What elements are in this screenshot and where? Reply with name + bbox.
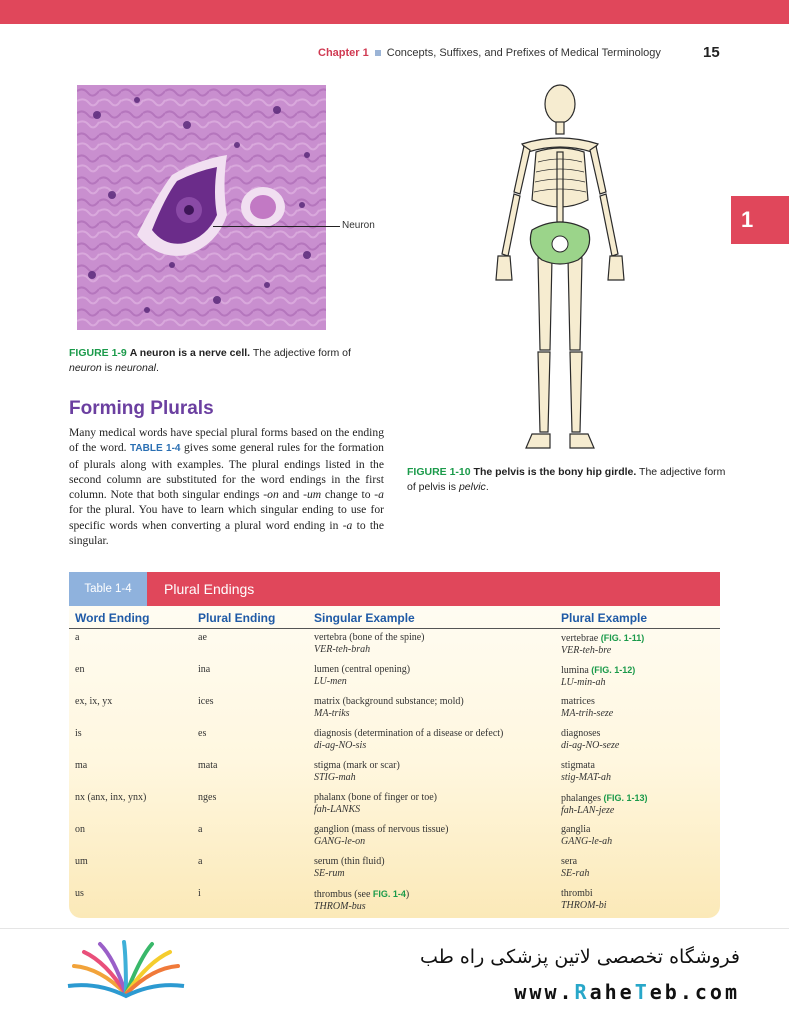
cell-word-ending: ex, ix, yx [75, 696, 113, 707]
table-reference-link[interactable]: TABLE 1-4 [130, 443, 181, 455]
table-tag: Table 1-4 [69, 572, 147, 606]
plural-pronunciation: THROM-bi [561, 900, 607, 911]
singular-word: thrombus (see [314, 889, 371, 900]
singular-word: stigma (mark or scar) [314, 760, 400, 771]
figure-reference-link[interactable]: (FIG. 1-13) [603, 793, 648, 803]
figure-reference-link[interactable]: (FIG. 1-12) [591, 665, 636, 675]
plural-pronunciation: MA-trih-seze [561, 708, 614, 719]
plural-word: sera [561, 856, 578, 867]
cell-plural-example [561, 760, 611, 784]
figure-1-9-caption [69, 346, 369, 376]
body-paragraph [69, 425, 384, 548]
singular-pronunciation: STIG-mah [314, 772, 356, 783]
paragraph-text: Many medical words have special plural forms based on the ending of the word. [69, 426, 384, 455]
url-highlight: T [634, 980, 650, 1004]
header-divider [69, 628, 720, 629]
caption-text: The adjective form of [252, 347, 351, 359]
cell-plural-example [561, 856, 589, 880]
cell-plural-ending: ae [198, 632, 207, 643]
figure-number: FIGURE 1-10 [407, 466, 471, 478]
neuron-label: Neuron [342, 220, 375, 231]
plural-word: thrombi [561, 888, 593, 899]
caption-bold: A neuron is a nerve cell. [129, 347, 251, 359]
singular-pronunciation: THROM-bus [314, 901, 366, 912]
section-heading: Forming Plurals [69, 398, 214, 419]
cell-singular-example [314, 664, 410, 688]
plural-word: lumina [561, 665, 589, 676]
cell-plural-ending: es [198, 728, 207, 739]
table-row [69, 632, 720, 664]
singular-pronunciation: SE-rum [314, 868, 345, 879]
figure-reference-link[interactable]: FIG. 1-4 [372, 889, 406, 899]
cell-word-ending: us [75, 888, 84, 899]
caption-text: The adjective form of pelvis is [407, 466, 726, 493]
cell-plural-ending: a [198, 856, 203, 867]
cell-plural-ending: nges [198, 792, 217, 803]
plural-pronunciation: stig-MAT-ah [561, 772, 611, 783]
table-row [69, 696, 720, 728]
cell-word-ending: on [75, 824, 85, 835]
cell-word-ending: a [75, 632, 80, 643]
cell-singular-example [314, 760, 400, 784]
cell-plural-example [561, 632, 644, 657]
table-row [69, 728, 720, 760]
singular-pronunciation: VER-teh-brah [314, 644, 371, 655]
footer-divider [0, 928, 789, 929]
paragraph-text: change to [324, 488, 371, 502]
figure-1-10-caption [407, 465, 737, 495]
paragraph-text: to the singular. [69, 518, 384, 548]
cell-plural-example [561, 888, 607, 912]
figure-number: FIGURE 1-9 [69, 347, 127, 359]
cell-plural-example [561, 728, 619, 752]
cell-plural-example [561, 696, 613, 720]
plural-pronunciation: SE-rah [561, 868, 590, 879]
paragraph-italic: -a [342, 518, 353, 532]
chapter-tab: 1 [731, 196, 789, 244]
singular-word: lumen (central opening) [314, 664, 411, 675]
plural-pronunciation: fah-LAN-jeze [561, 805, 615, 816]
singular-word: diagnosis (determination of a disease or defect) [314, 728, 504, 739]
paragraph-italic: -on [263, 488, 279, 502]
cell-plural-ending: a [198, 824, 203, 835]
singular-pronunciation: fah-LANKS [314, 804, 361, 815]
caption-italic: neuron [69, 362, 102, 374]
cell-word-ending: is [75, 728, 82, 739]
chapter-title: Concepts, Suffixes, and Prefixes of Medical Terminology [386, 47, 661, 59]
cell-plural-example [561, 792, 648, 817]
paragraph-text: and [282, 488, 300, 502]
table-title: Plural Endings [164, 581, 255, 597]
singular-pronunciation: di-ag-NO-sis [314, 740, 367, 751]
plural-word: vertebrae [561, 633, 599, 644]
cell-plural-ending: ices [198, 696, 214, 707]
table-row [69, 664, 720, 696]
table-row [69, 888, 720, 918]
singular-word: phalanx (bone of finger or toe) [314, 792, 438, 803]
figure-reference-link[interactable]: (FIG. 1-11) [600, 633, 645, 643]
table-row [69, 856, 720, 888]
caption-end: . [156, 362, 159, 374]
store-url[interactable] [420, 980, 740, 1004]
cell-singular-example [314, 888, 409, 913]
singular-pronunciation: MA-triks [314, 708, 350, 719]
caption-end: . [485, 481, 489, 493]
cell-plural-example [561, 664, 635, 689]
caption-text: is [104, 362, 113, 374]
singular-word: matrix (background substance; mold) [314, 696, 464, 707]
caption-italic: neuronal [115, 362, 157, 374]
plural-pronunciation: GANG-le-ah [561, 836, 613, 847]
plural-word: stigmata [561, 760, 595, 771]
cell-plural-ending: ina [198, 664, 211, 675]
cell-singular-example [314, 696, 464, 720]
cell-word-ending: en [75, 664, 85, 675]
url-text: ahe [589, 980, 635, 1004]
plural-pronunciation: VER-teh-bre [561, 645, 612, 656]
caption-bold: The pelvis is the bony hip girdle. [473, 466, 637, 478]
cell-singular-example [314, 728, 503, 752]
url-text: eb.com [649, 980, 740, 1004]
cell-word-ending: ma [75, 760, 88, 771]
plural-pronunciation: LU-min-ah [561, 677, 606, 688]
paragraph-italic: -a [374, 488, 384, 502]
plural-pronunciation: di-ag-NO-seze [561, 740, 620, 751]
singular-word: serum (thin fluid) [314, 856, 385, 867]
paragraph-text: gives some general rules for the formation of plurals along with examples. The plural endings listed in the second column are substituted for the word endings in the first column. Note that both singular endings [69, 441, 384, 502]
paragraph-text: for the plural. You have to learn which singular ending to use for specific words when converting a plural word ending in [69, 503, 384, 532]
cell-plural-example [561, 824, 612, 848]
url-text: www. [514, 980, 575, 1004]
singular-pronunciation: GANG-le-on [314, 836, 366, 847]
singular-pronunciation: LU-men [314, 676, 347, 687]
plural-word: matrices [561, 696, 595, 707]
neuron-leader-line [213, 226, 340, 227]
caption-italic: pelvic [458, 481, 486, 493]
singular-word-end: ) [405, 889, 410, 900]
cell-word-ending: um [75, 856, 88, 867]
column-header-singular-example: Singular Example [314, 611, 415, 625]
cell-plural-ending: mata [198, 760, 218, 771]
plural-word: phalanges [561, 793, 601, 804]
store-name: فروشگاه تخصصی لاتین پزشکی راه طب [420, 946, 740, 968]
plural-word: ganglia [561, 824, 591, 835]
plural-endings-table [69, 572, 720, 918]
neuron-micrograph-image [77, 85, 326, 330]
table-row [69, 792, 720, 824]
table-row [69, 824, 720, 856]
column-header-plural-ending: Plural Ending [198, 611, 276, 625]
paragraph-italic: -um [303, 488, 322, 502]
plural-word: diagnoses [561, 728, 601, 739]
chapter-label: Chapter 1 [318, 47, 369, 59]
cell-singular-example [314, 824, 448, 848]
cell-word-ending: nx (anx, inx, ynx) [75, 792, 147, 803]
cell-singular-example [314, 856, 385, 880]
table-row [69, 760, 720, 792]
page-number: 15 [703, 44, 720, 61]
column-header-word-ending: Word Ending [75, 611, 150, 625]
square-bullet-icon [375, 50, 381, 56]
url-highlight: R [574, 980, 590, 1004]
cell-singular-example [314, 632, 425, 656]
cell-singular-example [314, 792, 437, 816]
singular-word: ganglion (mass of nervous tissue) [314, 824, 449, 835]
column-header-plural-example: Plural Example [561, 611, 648, 625]
open-book-logo-icon [60, 938, 192, 1000]
skeleton-illustration-image [480, 82, 640, 460]
running-head [318, 47, 661, 59]
cell-plural-ending: i [198, 888, 201, 899]
singular-word: vertebra (bone of the spine) [314, 632, 425, 643]
top-color-band [0, 0, 789, 24]
